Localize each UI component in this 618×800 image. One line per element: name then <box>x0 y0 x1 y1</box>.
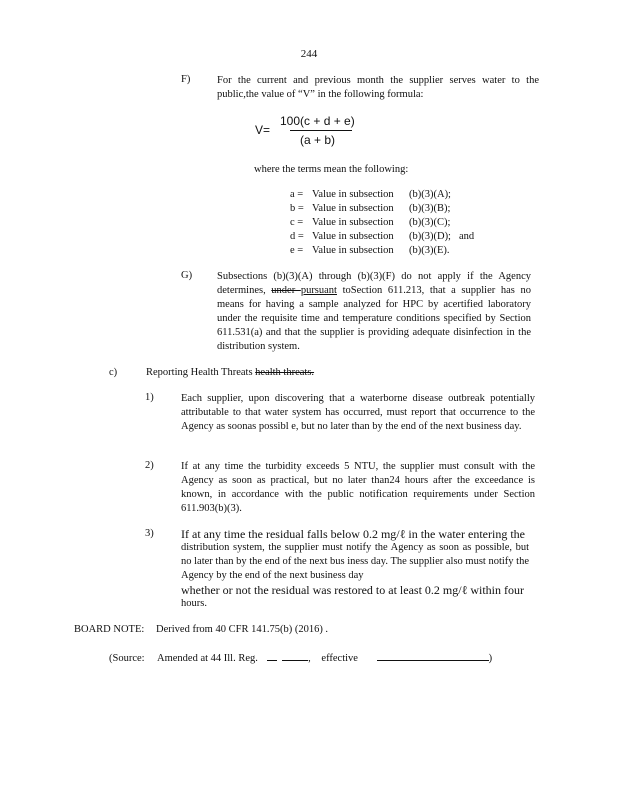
variable-row: d = Value in subsection (b)(3)(D); and <box>290 231 475 242</box>
effective-date-blank <box>377 650 489 661</box>
section-c-title: Reporting Health Threats health threats. <box>146 367 315 378</box>
variable-row: c = Value in subsection (b)(3)(C); <box>290 217 451 228</box>
item-3-label: 3) <box>145 528 154 539</box>
formula-numerator: 100(c + d + e) <box>280 114 355 128</box>
board-note: BOARD NOTE: Derived from 40 CFR 141.75(b) (2016) . <box>74 624 329 635</box>
source-line: (Source: Amended at 44 Ill. Reg. , effective ) <box>109 650 492 664</box>
fraction-bar <box>290 130 352 131</box>
variable-row: e = Value in subsection (b)(3)(E). <box>290 245 450 256</box>
section-c-label: c) <box>109 367 118 378</box>
variable-list <box>290 188 474 258</box>
item-f-text: For the current and previous month the supplier serves water to the public,the value of “V” in the following formula: <box>217 75 539 100</box>
variable-row: a = Value in subsection (b)(3)(A); <box>290 189 451 200</box>
item-1-text: Each supplier, upon discovering that a waterborne disease outbreak potentially attributable to that water system has occurred, must report that occurrence to the Agency as soonas possibl e, but no later than by the end of the next business day. <box>181 393 535 432</box>
item-f-label: F) <box>181 74 191 85</box>
item-3-text: If at any time the residual falls below 0.2 mg/ℓ in the water entering the distribution system, the supplier must notify the Agency as soon as possible, but no later than by the end of the next bus iness day. The supplier also must notify the Agency by the end of the next business day whether or not the residual was restored to at least 0.2 mg/ℓ within four hours. <box>181 527 529 609</box>
where-text: where the terms mean the following: <box>254 164 409 175</box>
page-number: 244 <box>300 48 318 60</box>
item-2-text: If at any time the turbidity exceeds 5 NTU, the supplier must consult with the Agency as soon as practical, but no later than24 hours after the exceedance is known, in accordance with the public notification requirements under Section 611.903(b)(3). <box>181 461 535 514</box>
item-2-label: 2) <box>145 460 154 471</box>
formula-denominator: (a + b) <box>300 133 336 147</box>
item-1-label: 1) <box>145 392 154 403</box>
reg-page-blank <box>282 650 308 661</box>
variable-row: b = Value in subsection (b)(3)(B); <box>290 203 451 214</box>
formula-lhs: V= <box>255 123 271 137</box>
item-g-label: G) <box>181 270 193 281</box>
item-g-text: Subsections (b)(3)(A) through (b)(3)(F) do not apply if the Agency determines, under pursuant toSection 611.213, that a supplier has no means for having a sample analyzed for HPC by acertified laboratory under the requisite time and temperature conditions specified by Section 611.531(a) and that the supplier is providing adequate disinfection in the distribution system. <box>217 271 531 352</box>
reg-volume-blank <box>267 650 277 661</box>
